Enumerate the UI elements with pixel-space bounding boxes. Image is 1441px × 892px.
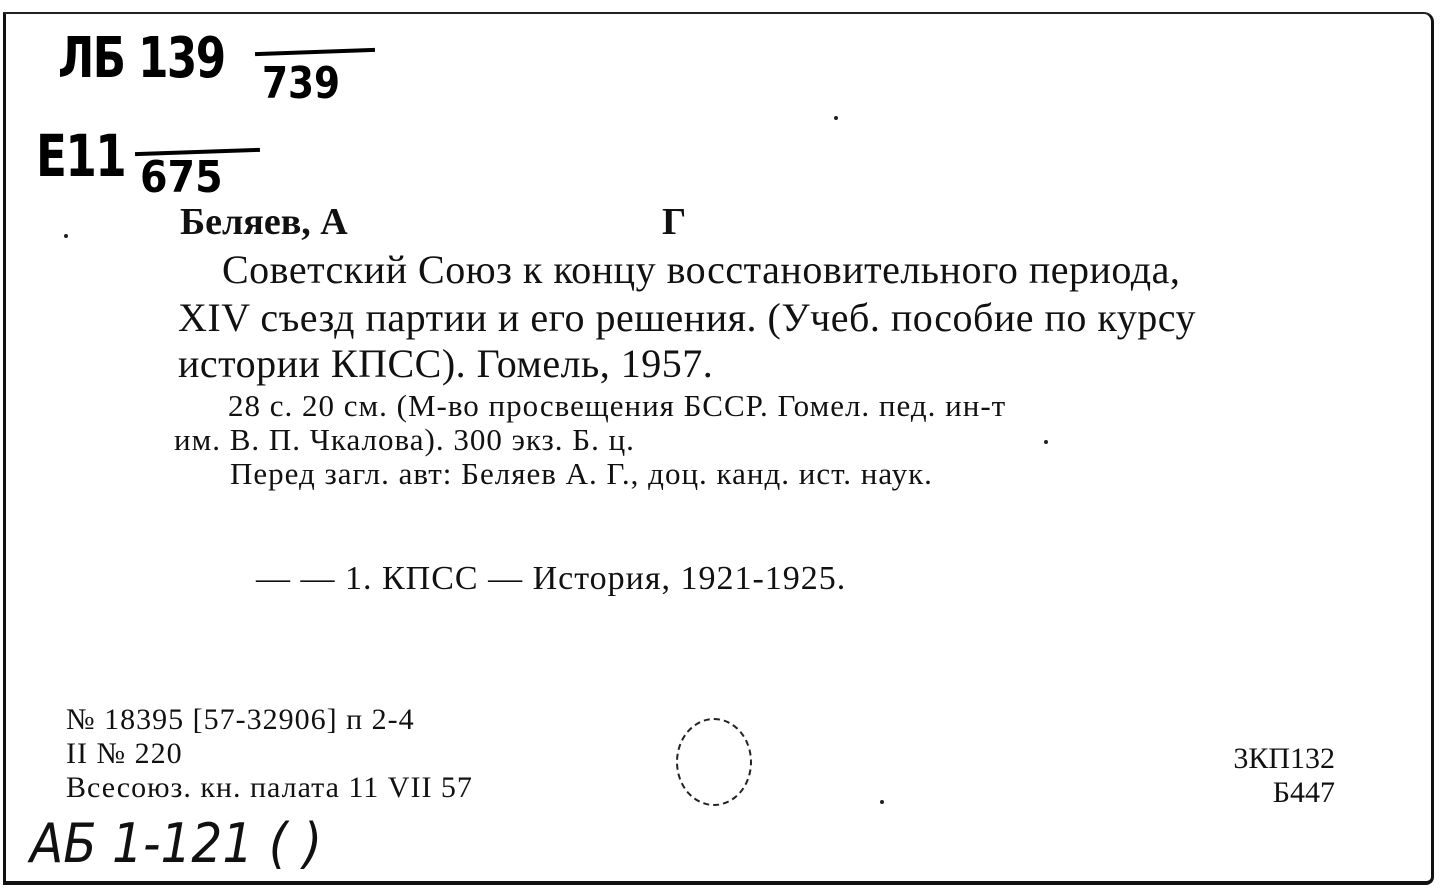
- speck: [1044, 440, 1048, 444]
- registry-line-2: II № 220: [66, 737, 183, 770]
- speck: [64, 234, 68, 238]
- author-note: Перед загл. авт: Беляев А. Г., доц. канд. ист. наук.: [230, 456, 933, 491]
- author-initial: Г: [662, 201, 687, 243]
- shelf-mark-second: Е11: [36, 122, 126, 190]
- title-line-2: XIV съезд партии и его решения. (Учеб. пособие по курсу: [178, 295, 1197, 340]
- title-line-3: истории КПСС). Гомель, 1957.: [178, 341, 714, 386]
- bottom-handwritten-mark: АБ 1-121 ( ): [30, 812, 323, 875]
- description-line-2: им. В. П. Чкалова). 300 экз. Б. ц.: [174, 422, 635, 457]
- subject-heading: — — 1. КПСС — История, 1921-1925.: [256, 560, 847, 597]
- shelf-mark-top-denominator: 739: [262, 58, 341, 109]
- classification-code-2: Б447: [1272, 776, 1335, 809]
- description-line-1: 28 с. 20 см. (М-во просвещения БССР. Гомел. пед. ин-т: [228, 388, 1007, 423]
- registry-line-3: Всесоюз. кн. палата 11 VII 57: [66, 771, 473, 804]
- shelf-mark-second-denominator: 675: [140, 152, 223, 203]
- classification-code-1: 3КП132: [1233, 742, 1335, 775]
- shelf-mark-top: ЛБ 139: [58, 26, 225, 91]
- registry-line-1: № 18395 [57-32906] п 2-4: [66, 703, 415, 736]
- circle-stamp: [676, 718, 752, 806]
- author-surname: Беляев, А: [180, 201, 348, 243]
- speck: [834, 116, 838, 120]
- title-line-1: Советский Союз к концу восстановительного периода,: [222, 247, 1181, 292]
- speck: [880, 800, 884, 804]
